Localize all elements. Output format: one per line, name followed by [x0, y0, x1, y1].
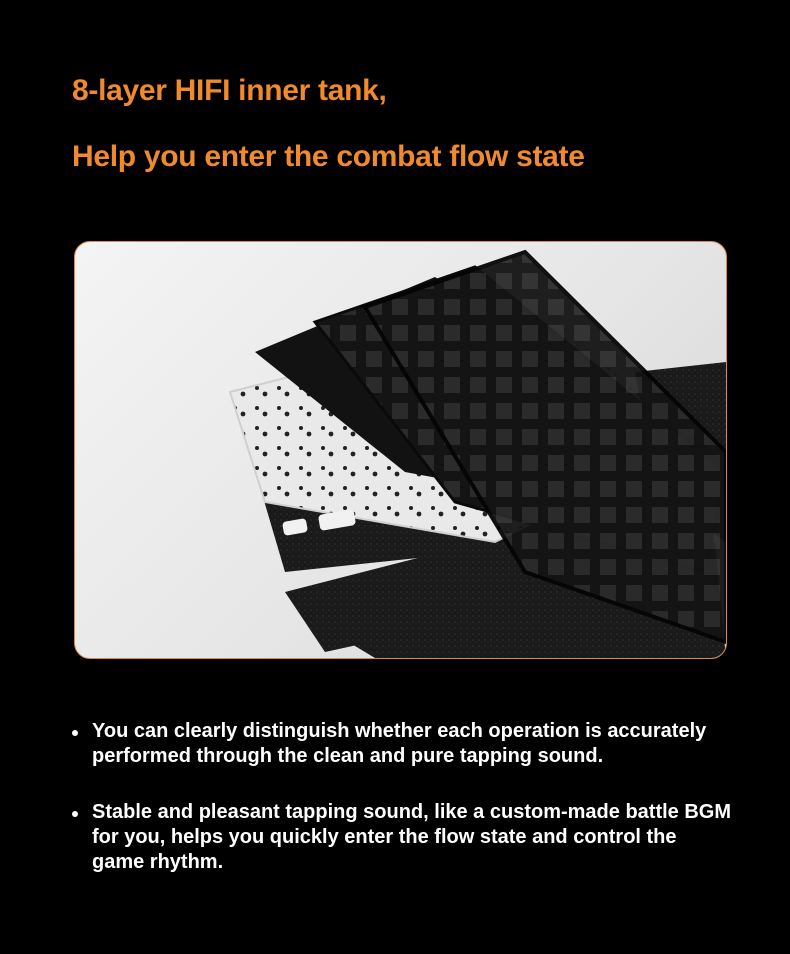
- feature-item: [72, 719, 732, 769]
- headline-line-1: 8-layer HIFI inner tank,: [72, 74, 387, 107]
- feature-item: [72, 800, 732, 875]
- headline-line-2: Help you enter the combat flow state: [72, 140, 585, 173]
- feature-list: [72, 719, 732, 906]
- keyboard-layers-photo: [74, 241, 727, 659]
- keyboard-layers-illustration: [75, 242, 726, 658]
- feature-text: You can clearly distinguish whether each operation is accurately performed through the clean and pure tapping sound.: [92, 720, 707, 767]
- feature-text: Stable and pleasant tapping sound, like a custom-made battle BGM for you, helps you quickly enter the flow state and control the game rhythm.: [92, 801, 731, 873]
- bullet-dot-icon: [72, 730, 78, 736]
- bullet-dot-icon: [72, 811, 78, 817]
